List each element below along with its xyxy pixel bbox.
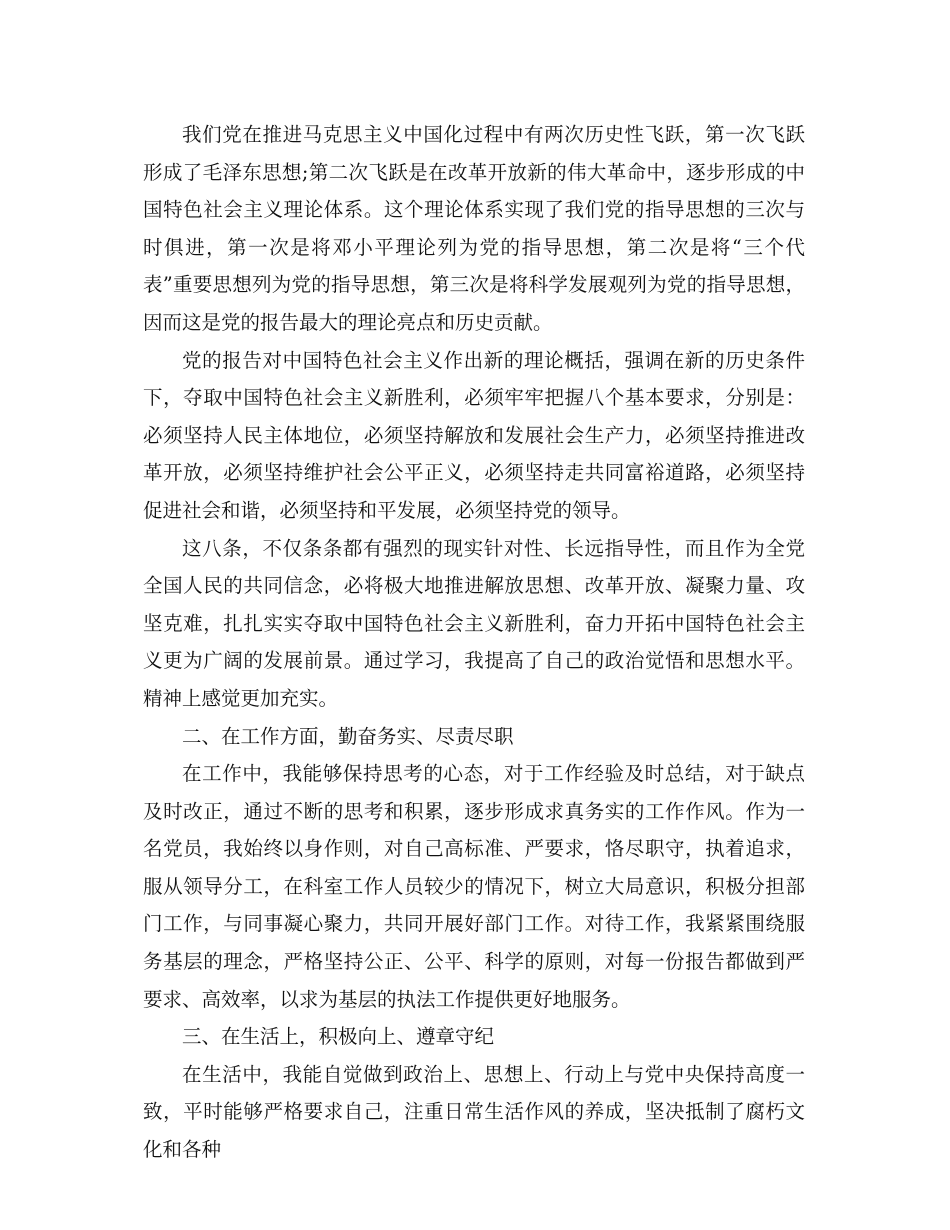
paragraph-eight-points: 这八条，不仅条条都有强烈的现实针对性、长远指导性，而且作为全党全国人民的共同信念，必将极大地推进解放思想、改革开放、凝聚力量、攻坚克难，扎扎实实夺取中国特色社会主义新胜利，奋力开拓中国特色社会主义更为广阔的发展前景。通过学习，我提高了自己的政治觉悟和思想水平。精神上感觉更加充实。 [143, 536, 805, 710]
paragraph-work: 在工作中，我能够保持思考的心态，对于工作经验及时总结，对于缺点及时改正，通过不断的思考和积累，逐步形成求真务实的工作作风。作为一名党员，我始终以身作则，对自己高标准、严要求，恪尽职守，执着追求，服从领导分工，在科室工作人员较少的情况下，树立大局意识，积极分担部门工作，与同事凝心聚力，共同开展好部门工作。对待工作，我紧紧围绕服务基层的理念，严格坚持公正、公平、科学的原则，对每一份报告都做到严要求、高效率，以求为基层的执法工作提供更好地服务。 [143, 762, 805, 1011]
section-heading-work: 二、在工作方面，勤奋务实、尽责尽职 [182, 724, 514, 748]
document-body [143, 116, 805, 1169]
paragraph-theory-leaps: 我们党在推进马克思主义中国化过程中有两次历史性飞跃，第一次飞跃形成了毛泽东思想;第二次飞跃是在改革开放新的伟大革命中，逐步形成的中国特色社会主义理论体系。这个理论体系实现了我们党的指导思想的三次与时俱进，第一次是将邓小平理论列为党的指导思想，第二次是将“三个代表”重要思想列为党的指导思想，第三次是将科学发展观列为党的指导思想，因而这是党的报告最大的理论亮点和历史贡献。 [143, 123, 805, 334]
paragraph-eight-requirements: 党的报告对中国特色社会主义作出新的理论概括，强调在新的历史条件下，夺取中国特色社会主义新胜利，必须牢牢把握八个基本要求，分别是：必须坚持人民主体地位，必须坚持解放和发展社会生产力，必须坚持推进改革开放，必须坚持维护社会公平正义，必须坚持走共同富裕道路，必须坚持促进社会和谐，必须坚持和平发展，必须坚持党的领导。 [143, 348, 805, 522]
paragraph-life: 在生活中，我能自觉做到政治上、思想上、行动上与党中央保持高度一致，平时能够严格要求自己，注重日常生活作风的养成，坚决抵制了腐朽文化和各种 [143, 1062, 805, 1162]
section-heading-life: 三、在生活上，积极向上、遵章守纪 [182, 1025, 495, 1049]
